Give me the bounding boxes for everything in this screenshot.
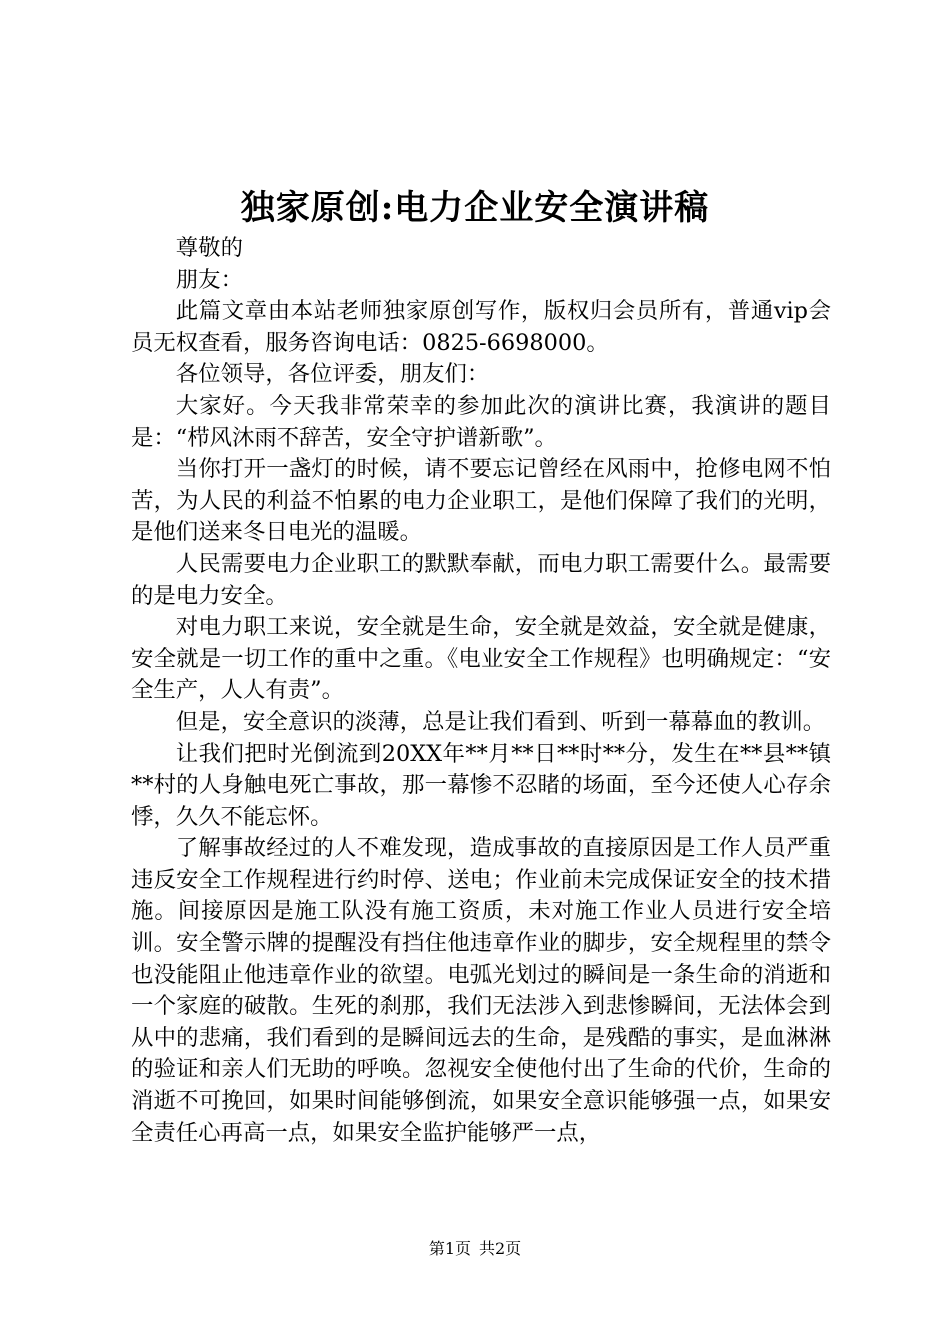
paragraph: 让我们把时光倒流到20XX年**月**日**时**分，发生在**县**镇**村的人身触电死亡事故，那一幕惨不忍睹的场面，至今还使人心存余悸，久久不能忘怀。 (131, 740, 831, 830)
page-number: 第1页 (428, 1239, 471, 1258)
paragraph-salutation-2: 朋友： (175, 266, 243, 293)
document-title: 独家原创:电力企业安全演讲稿 (240, 188, 710, 228)
page-footer (0, 1238, 950, 1260)
paragraph: 人民需要电力企业职工的默默奉献，而电力职工需要什么。最需要的是电力安全。 (131, 550, 831, 609)
paragraph-greeting: 各位领导，各位评委，朋友们： (175, 361, 490, 388)
paragraph: 当你打开一盏灯的时候，请不要忘记曾经在风雨中，抢修电网不怕苦，为人民的利益不怕累的电力企业职工，是他们保障了我们的光明，是他们送来冬日电光的温暖。 (131, 456, 831, 546)
paragraph-salutation-1: 尊敬的 (175, 235, 243, 261)
paragraph: 大家好。今天我非常荣幸的参加此次的演讲比赛，我演讲的题目是：“栉风沐雨不辞苦，安全守护谱新歌”。 (131, 392, 831, 451)
paragraph: 了解事故经过的人不难发现，造成事故的直接原因是工作人员严重违反安全工作规程进行约时停、送电；作业前未完成保证安全的技术措施。间接原因是施工队没有施工资质，未对施工作业人员进行安全培训。安全警示牌的提醒没有挡住他违章作业的脚步，安全规程里的禁令也没能阻止他违章作业的欲望。电弧光划过的瞬间是一条生命的消逝和一个家庭的破散。生死的刹那，我们无法涉入到悲惨瞬间，无法体会到从中的悲痛，我们看到的是瞬间远去的生命，是残酷的事实，是血淋淋的验证和亲人们无助的呼唤。忽视安全使他付出了生命的代价，生命的消逝不可挽回，如果时间能够倒流，如果安全意识能够强一点，如果安全责任心再高一点，如果安全监护能够严一点， (131, 835, 831, 1146)
page-total: 共2页 (479, 1239, 522, 1258)
paragraph: 但是，安全意识的淡薄，总是让我们看到、听到一幕幕血的教训。 (175, 708, 826, 735)
paragraph-copyright-notice: 此篇文章由本站老师独家原创写作，版权归会员所有，普通vip会员无权查看，服务咨询电话：0825-6698000。 (131, 298, 831, 356)
paragraph: 对电力职工来说，安全就是生命，安全就是效益，安全就是健康，安全就是一切工作的重中之重。《电业安全工作规程》也明确规定：“安全生产，人人有责”。 (131, 614, 831, 704)
document-body (131, 233, 831, 1149)
